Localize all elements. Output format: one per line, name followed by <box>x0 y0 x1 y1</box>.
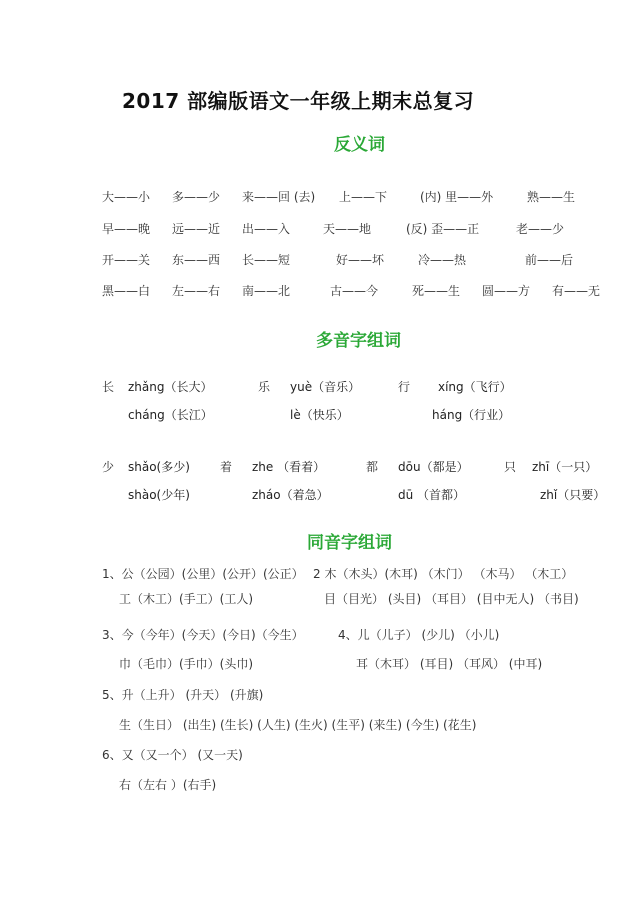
antonym-pair: 好——坏 <box>336 253 385 267</box>
antonym-pair: (反) 歪——正 <box>406 222 480 236</box>
antonym-pair: 大——小 <box>102 190 151 204</box>
homophone-line: 工（木工）(手工）(工人) <box>119 592 254 606</box>
polyphone-reading: shào(少年) <box>128 488 190 502</box>
polyphone-reading: zhǎng（长大） <box>128 380 213 394</box>
antonym-pair: 前——后 <box>525 253 574 267</box>
polyphone-reading: zhī（一只） <box>532 460 598 474</box>
homophone-line: 3、今（今年）(今天）(今日)（今生） <box>102 628 304 642</box>
homophone-line: 右（左右 ）(右手) <box>119 778 217 792</box>
antonym-pair: 出——入 <box>242 222 291 236</box>
polyphone-reading: háng（行业） <box>432 408 511 422</box>
polyphone-reading: zhe （看着） <box>252 460 326 474</box>
antonym-pair: 熟——生 <box>527 190 576 204</box>
antonym-pair: 黑——白 <box>102 284 151 298</box>
antonym-pair: 冷——热 <box>418 253 467 267</box>
polyphone-char: 只 <box>504 460 517 474</box>
antonym-pair: 天——地 <box>323 222 372 236</box>
antonym-pair: 有——无 <box>552 284 601 298</box>
polyphone-reading: shǎo(多少) <box>128 460 190 474</box>
polyphone-char: 着 <box>220 460 233 474</box>
antonym-pair: (内) 里——外 <box>420 190 494 204</box>
homophone-line: 6、又（又一个） (又一天) <box>102 748 243 762</box>
polyphone-reading: zháo（着急） <box>252 488 329 502</box>
polyphone-char: 都 <box>366 460 379 474</box>
section-heading-polyphones: 多音字组词 <box>316 331 401 351</box>
homophone-line: 4、儿（儿子） (少儿) （小儿) <box>338 628 500 642</box>
polyphone-reading: cháng（长江） <box>128 408 213 422</box>
antonym-pair: 远——近 <box>172 222 221 236</box>
polyphone-char: 行 <box>398 380 411 394</box>
homophone-line: 1、公（公园）(公里）(公开）(公正） <box>102 567 304 581</box>
section-heading-homophones: 同音字组词 <box>307 533 392 553</box>
section-heading-antonyms: 反义词 <box>334 135 385 155</box>
antonym-pair: 长——短 <box>242 253 291 267</box>
polyphone-reading: xíng（飞行） <box>438 380 512 394</box>
polyphone-char: 少 <box>102 460 115 474</box>
polyphone-char: 长 <box>102 380 115 394</box>
homophone-line: 生（生日） (出生) (生长) (人生) (生火) (生平) (来生) (今生) (花生) <box>119 718 477 732</box>
homophone-line: 5、升（上升） (升天） (升旗) <box>102 688 264 702</box>
antonym-pair: 多——少 <box>172 190 221 204</box>
antonym-pair: 古——今 <box>330 284 379 298</box>
antonym-pair: 上——下 <box>339 190 388 204</box>
antonym-pair: 东——西 <box>172 253 221 267</box>
antonym-pair: 开——关 <box>102 253 151 267</box>
antonym-pair: 圆——方 <box>482 284 531 298</box>
homophone-line: 巾（毛巾）(手巾）(头巾) <box>119 657 254 671</box>
page-title: 2017 部编版语文一年级上期末总复习 <box>122 89 475 113</box>
antonym-pair: 来——回 (去) <box>242 190 316 204</box>
antonym-pair: 死——生 <box>412 284 461 298</box>
antonym-pair: 早——晚 <box>102 222 151 236</box>
antonym-pair: 老——少 <box>516 222 565 236</box>
polyphone-char: 乐 <box>258 380 271 394</box>
polyphone-reading: dōu（都是） <box>398 460 469 474</box>
polyphone-reading: zhǐ（只要） <box>540 488 606 502</box>
polyphone-reading: lè（快乐） <box>290 408 349 422</box>
polyphone-reading: yuè（音乐） <box>290 380 361 394</box>
antonym-pair: 南——北 <box>242 284 291 298</box>
homophone-line: 目（目光） (头目) （耳目） (目中无人) （书目) <box>324 592 579 606</box>
antonym-pair: 左——右 <box>172 284 221 298</box>
homophone-line: 耳（木耳） (耳目) （耳风） (中耳) <box>356 657 543 671</box>
polyphone-reading: dū （首都） <box>398 488 466 502</box>
homophone-line: 2 木（木头）(木耳) （木门） （木马） （木工） <box>313 567 574 581</box>
